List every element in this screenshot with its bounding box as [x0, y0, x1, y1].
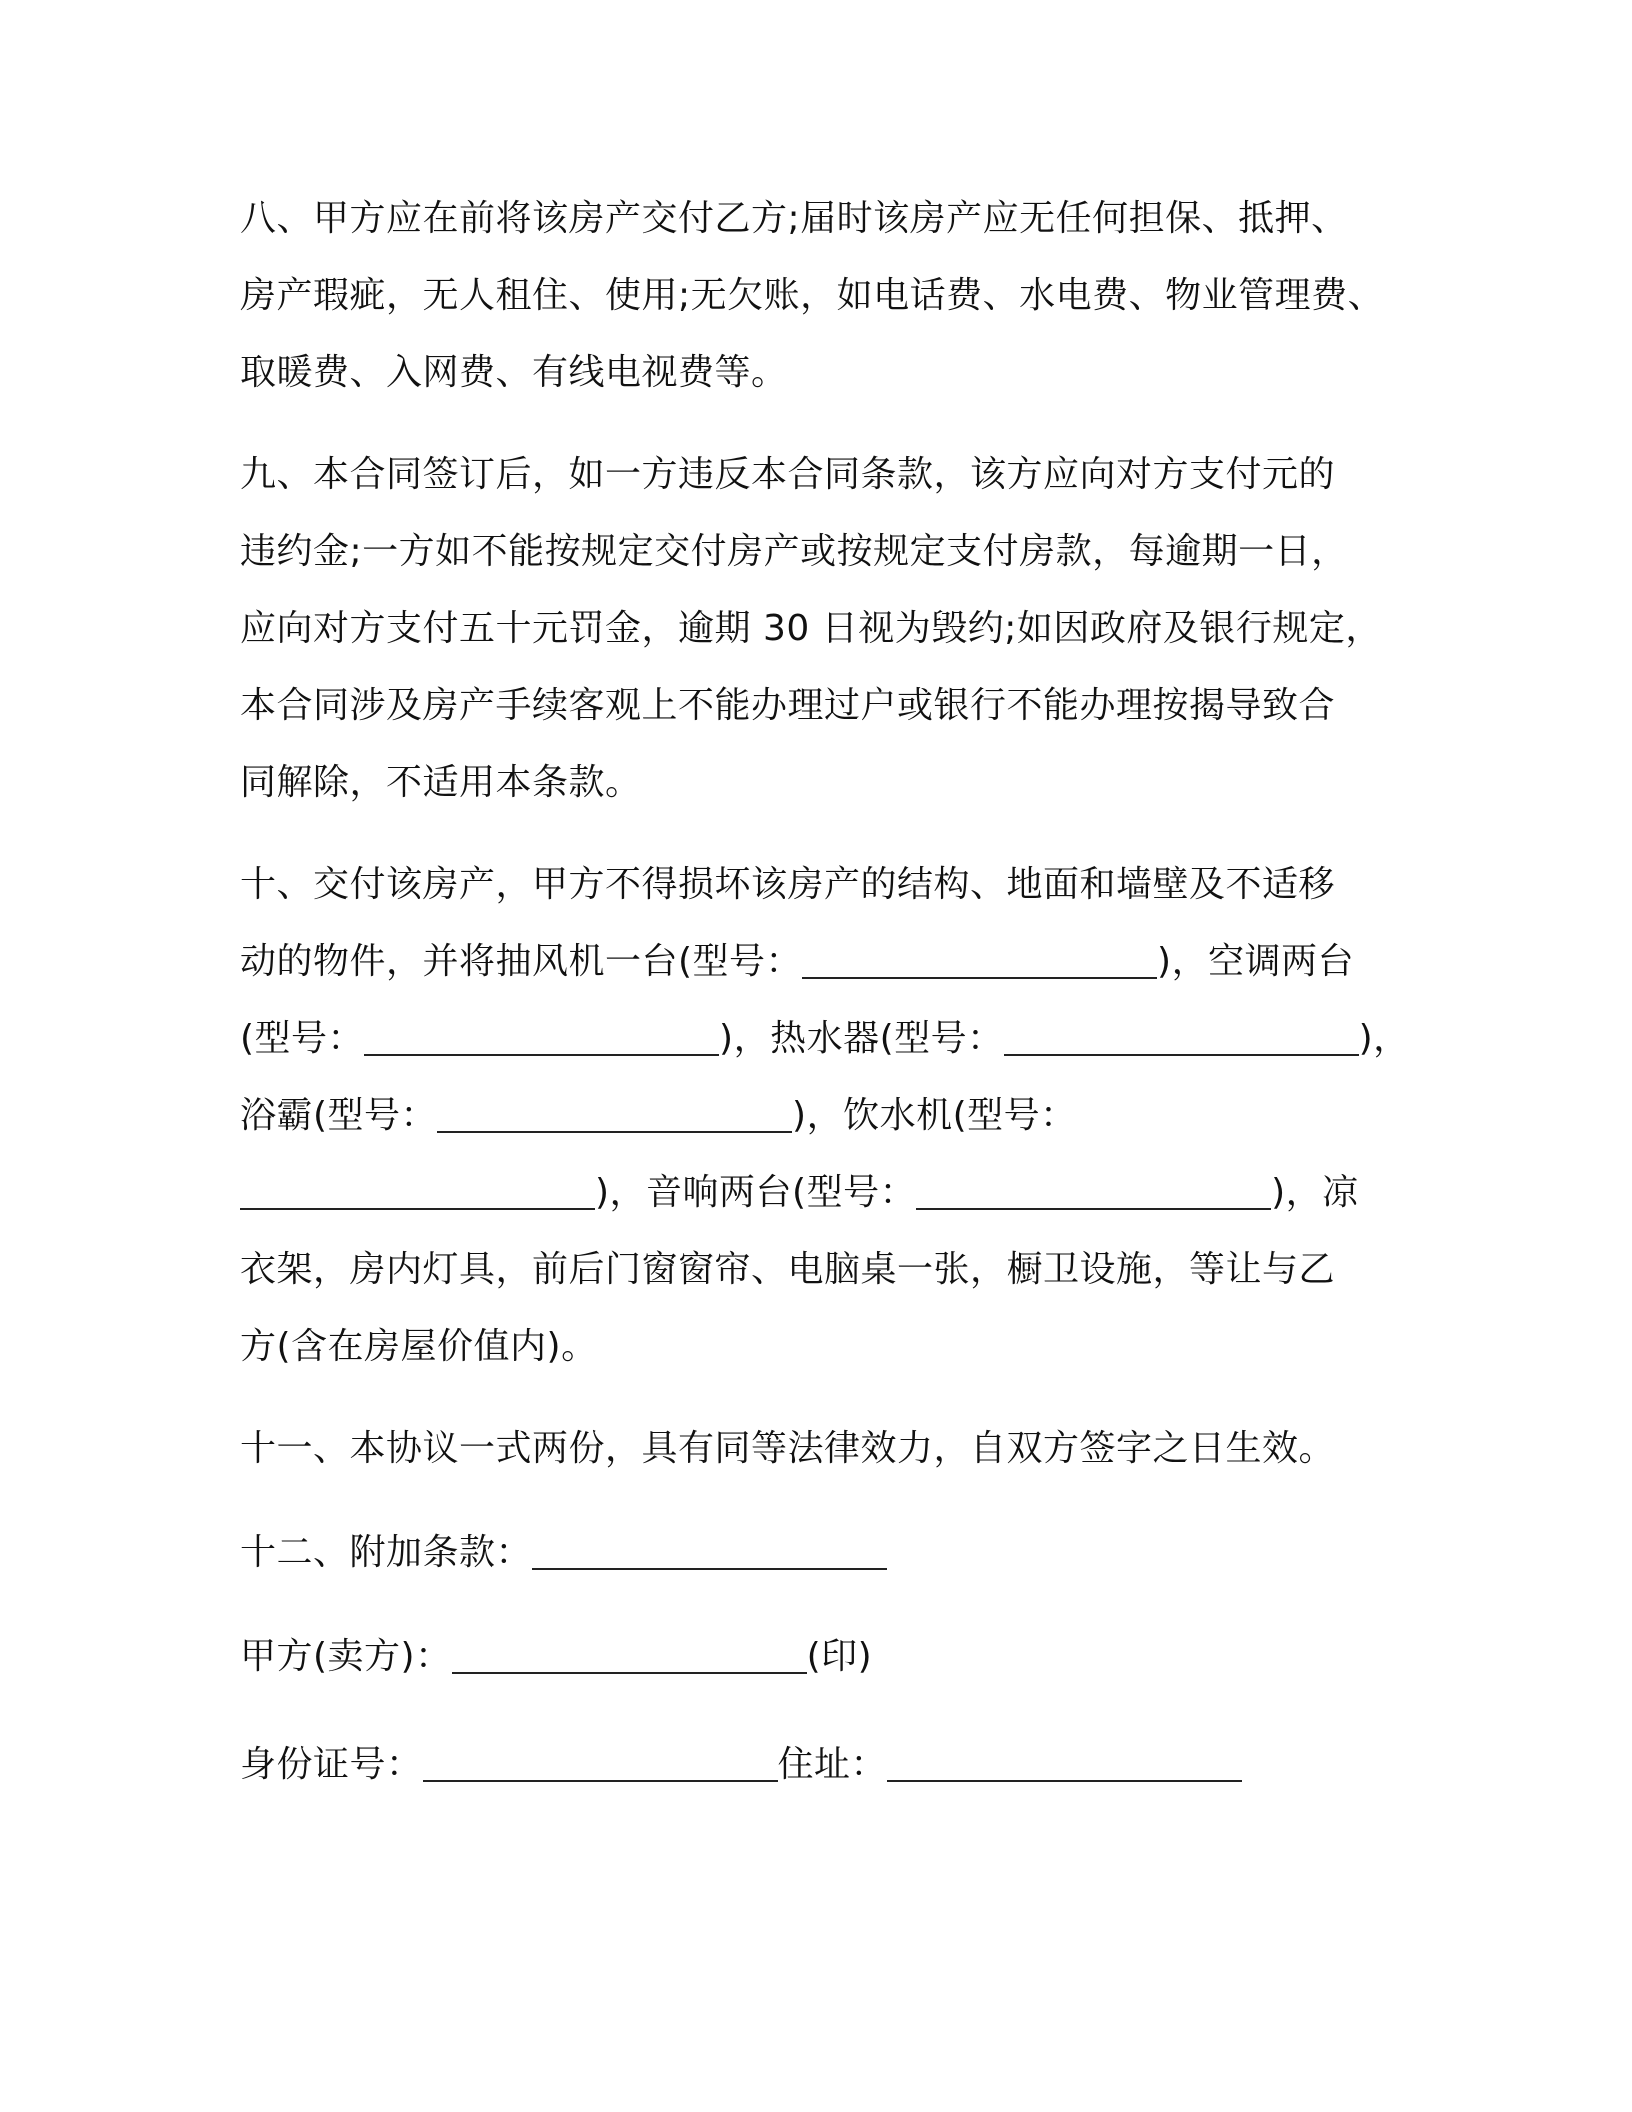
model-blank-air-conditioner[interactable] [364, 1014, 719, 1056]
clause-10-line-5-text-b: )，凉 [1271, 1172, 1359, 1213]
clause-10 [240, 846, 1420, 1385]
clause-8-line-1: 八、甲方应在前将该房产交付乙方;届时该房产应无任何担保、抵押、 [240, 198, 1348, 239]
clause-12 [240, 1514, 1420, 1591]
address-label: 住址： [777, 1744, 888, 1785]
clause-10-line-3-text-b: )，热水器(型号： [719, 1018, 1004, 1059]
additional-terms-blank[interactable] [532, 1528, 887, 1570]
id-address-line [240, 1726, 1420, 1803]
clause-9-line-1: 九、本合同签订后，如一方违反本合同条款，该方应向对方支付元的 [240, 454, 1336, 495]
clause-9-line-5: 同解除，不适用本条款。 [240, 762, 642, 803]
clause-10-line-4-text-a: 浴霸(型号： [240, 1095, 438, 1136]
clause-10-line-6: 衣架，房内灯具，前后门窗窗帘、电脑桌一张，橱卫设施，等让与乙 [240, 1249, 1336, 1290]
seal-label: (印) [806, 1636, 873, 1677]
clause-10-line-3-text-a: (型号： [240, 1018, 365, 1059]
id-number-label: 身份证号： [240, 1744, 423, 1785]
clause-12-label: 十二、附加条款： [240, 1532, 533, 1573]
clause-10-line-2-text-a: 动的物件，并将抽风机一台(型号： [240, 941, 803, 982]
clause-10-line-1: 十、交付该房产，甲方不得损坏该房产的结构、地面和墙壁及不适移 [240, 864, 1336, 905]
clause-8 [240, 180, 1420, 411]
clause-9 [240, 436, 1420, 821]
clause-8-line-3: 取暖费、入网费、有线电视费等。 [240, 352, 788, 393]
party-a-line [240, 1618, 1420, 1695]
party-a-signature [240, 1618, 1420, 1695]
model-blank-exhaust-fan[interactable] [802, 937, 1157, 979]
clause-8-line-2: 房产瑕疵，无人租住、使用;无欠账，如电话费、水电费、物业管理费、 [240, 275, 1385, 316]
clause-10-line-5 [240, 1154, 1420, 1231]
clause-9-line-2: 违约金;一方如不能按规定交付房产或按规定支付房款，每逾期一日， [240, 531, 1348, 572]
model-blank-water-dispenser[interactable] [240, 1168, 595, 1210]
id-number-blank[interactable] [423, 1740, 778, 1782]
clause-11 [240, 1410, 1420, 1487]
clause-10-line-2 [240, 923, 1420, 1000]
clause-11-line-1: 十一、本协议一式两份，具有同等法律效力，自双方签字之日生效。 [240, 1428, 1336, 1469]
clause-10-line-5-text-a: )，音响两台(型号： [595, 1172, 917, 1213]
clause-10-line-7: 方(含在房屋价值内)。 [240, 1326, 598, 1367]
clause-10-line-4-text-b: )，饮水机(型号： [792, 1095, 1077, 1136]
model-blank-speakers[interactable] [916, 1168, 1271, 1210]
model-blank-bath-heater[interactable] [437, 1091, 792, 1133]
clause-9-line-4: 本合同涉及房产手续客观上不能办理过户或银行不能办理按揭导致合 [240, 685, 1336, 726]
clause-10-line-3-text-c: )， [1358, 1018, 1410, 1059]
clause-10-line-4 [240, 1077, 1420, 1154]
clause-10-line-3 [240, 1000, 1420, 1077]
party-a-name-blank[interactable] [452, 1632, 807, 1674]
id-address-row [240, 1726, 1420, 1803]
party-a-label: 甲方(卖方)： [240, 1636, 452, 1677]
clause-10-line-2-text-b: )，空调两台 [1157, 941, 1355, 982]
clause-12-line-1 [240, 1514, 1420, 1591]
address-blank[interactable] [887, 1740, 1242, 1782]
clause-9-line-3: 应向对方支付五十元罚金，逾期 30 日视为毁约;如因政府及银行规定， [240, 608, 1382, 649]
model-blank-water-heater[interactable] [1004, 1014, 1359, 1056]
